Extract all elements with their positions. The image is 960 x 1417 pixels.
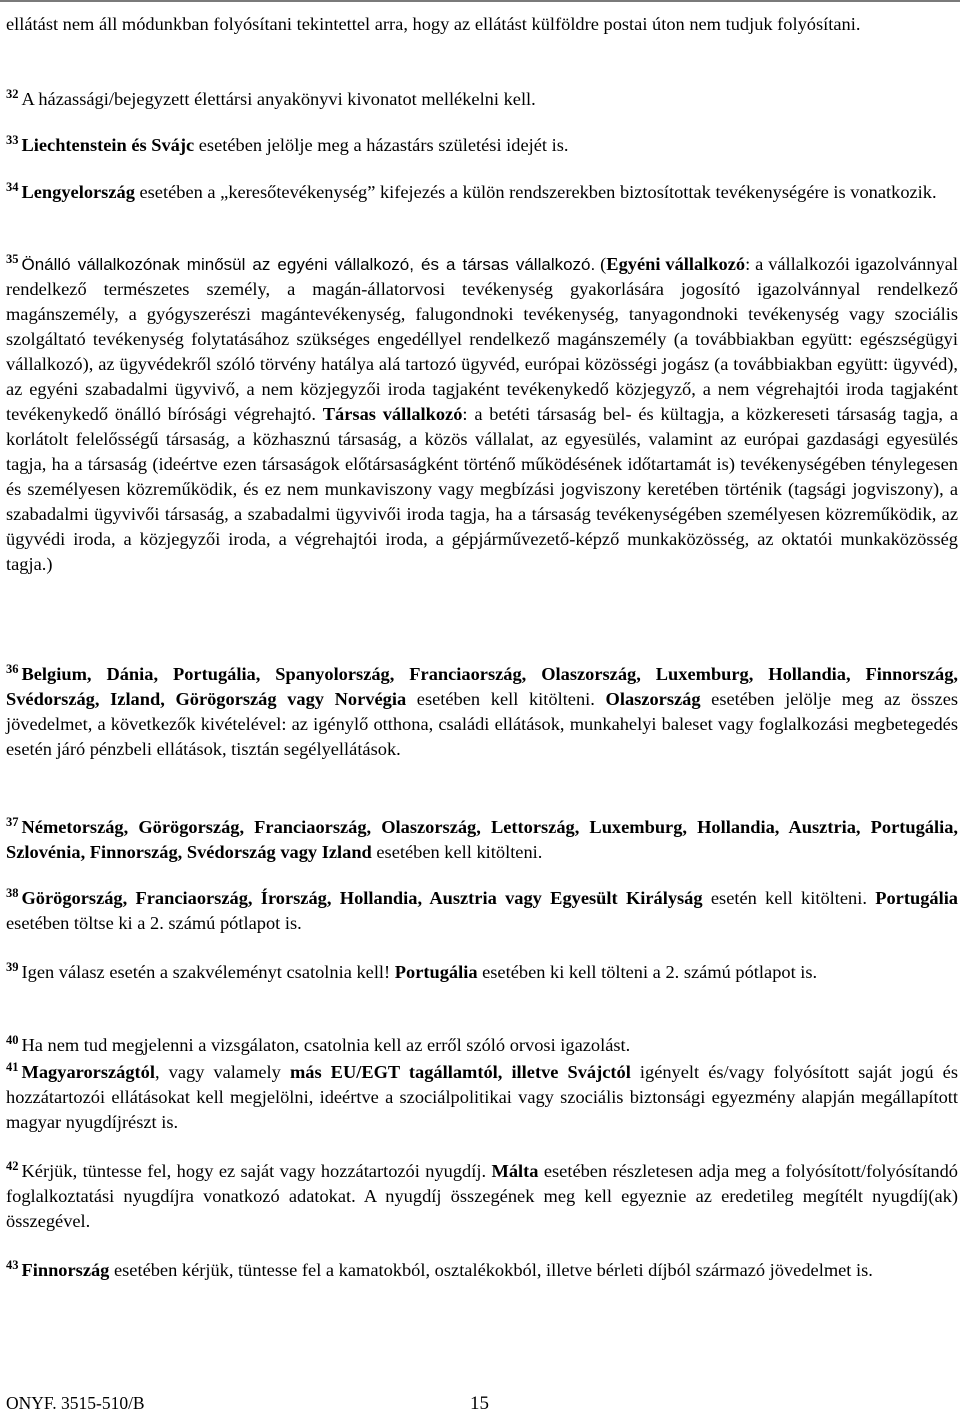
footnote-bold: Liechtenstein és Svájc	[21, 135, 195, 155]
footnote-number: 41	[6, 1060, 19, 1074]
footnote-text: esetében kérjük, tüntesse fel a kamatokból, osztalékokból, illetve bérleti díjból származó jövedelmet is.	[109, 1260, 873, 1280]
footnote-33	[6, 133, 958, 158]
continuation-text: ellátást nem áll módunkban folyósítani tekintettel arra, hogy az ellátást külföldre postai úton nem tudjuk folyósítani.	[6, 14, 861, 34]
footnote-text: esetében jelölje meg az összes jövedelmet, a következők kivételével: az igénylő otthona, családi ellátások, munkahelyi baleset vagy foglalkozási megbetegedés esetén járó pénzbeli ellátások, tisztán segélyellátások.	[6, 689, 959, 759]
footnote-bold: Málta	[491, 1161, 539, 1181]
footnote-number: 38	[6, 886, 19, 900]
footnote-text: esetében a „keresőtevékenység” kifejezés a külön rendszerekben biztosítottak tevékenységére is vonatkozik.	[134, 182, 937, 202]
footnote-text: : a vállalkozói igazolvánnyal rendelkező természetes személy, a magán-állatorvosi tevékenység gyakorlására jogosító igazolvánnyal rendelkező magánszemély, a gyógyszerészi magántevékenység, falugondnoki tevékenység, tanyagondnoki tevékenység vagy szociális szolgáltató tevékenység folytatásához szükséges engedéllyel rendelkező magánszemély (a továbbiakban együtt: egészségügyi vállalkozó), az ügyvédekről szóló törvény hatálya alá tartozó ügyvéd, európai közösségi jogász (a továbbiakban együtt: ügyvéd), az egyéni szabadalmi ügyvivő, a nem közjegyzői iroda tagjaként tevékenykedő közjegyző, a nem végrehajtói iroda tagjaként tevékenykedő önálló bírósági végrehajtó.	[6, 254, 958, 424]
footnote-37	[6, 815, 958, 865]
footnote-text: esetében kell kitölteni.	[371, 842, 543, 862]
footnote-32	[6, 87, 958, 112]
top-rule	[0, 0, 960, 2]
footnote-text: (	[595, 254, 607, 274]
footnote-42	[6, 1159, 958, 1234]
footnote-41	[6, 1060, 958, 1135]
footnote-bold: Magyarországtól	[21, 1062, 155, 1082]
footnote-number: 42	[6, 1159, 19, 1173]
footnote-36	[6, 662, 958, 762]
form-identifier: ONYF. 3515-510/B	[6, 1393, 145, 1413]
footnote-text: Igen válasz esetén a szakvéleményt csatolnia kell!	[21, 962, 395, 982]
footnote-number: 35	[6, 252, 19, 266]
footnote-bold: Görögország, Franciaország, Írország, Hollandia, Ausztria vagy Egyesült Királyság	[21, 888, 703, 908]
footnote-text: , vagy valamely	[154, 1062, 290, 1082]
footnote-34	[6, 180, 958, 205]
footnote-bold: Olaszország	[605, 689, 701, 709]
footnote-text: esetében kell kitölteni.	[406, 689, 606, 709]
footnote-bold: Lengyelország	[21, 182, 135, 202]
footnote-number: 43	[6, 1258, 19, 1272]
footnote-number: 39	[6, 960, 19, 974]
footnote-bold: Finnország	[21, 1260, 110, 1280]
footnote-text: esetében jelölje meg a házastárs születési idejét is.	[194, 135, 569, 155]
footnote-text: A házassági/bejegyzett élettársi anyakönyvi kivonatot mellékelni kell.	[21, 89, 536, 109]
footnote-number: 32	[6, 87, 19, 101]
footnote-sans-text: Önálló vállalkozónak minősül az egyéni vállalkozó, és a társas vállalkozó.	[21, 255, 596, 274]
footnote-number: 40	[6, 1033, 19, 1047]
page-number: 15	[470, 1393, 489, 1414]
footnote-text: Ha nem tud megjelenni a vizsgálaton, csatolnia kell az erről szóló orvosi igazolást.	[21, 1035, 631, 1055]
footnote-text: Kérjük, tüntesse fel, hogy ez saját vagy hozzátartozói nyugdíj.	[21, 1161, 492, 1181]
footnote-text: esetében részletesen adja meg a folyósított/folyósítandó foglalkoztatási nyugdíjra vonatkozó adatokat. A nyugdíj összegének meg kell egyeznie az eredetileg megítélt nyugdíj(ak) összegével.	[6, 1161, 958, 1231]
footnote-bold: Portugália	[394, 962, 478, 982]
footnote-number: 33	[6, 133, 19, 147]
footnote-39	[6, 960, 958, 985]
footnote-number: 36	[6, 662, 19, 676]
footnote-35	[6, 252, 958, 577]
term-egyeni-vallalkozo: Egyéni vállalkozó	[606, 254, 746, 274]
footnote-38	[6, 886, 958, 936]
term-tarsas-vallalkozo: Társas vállalkozó	[322, 404, 463, 424]
footnote-bold: más EU/EGT tagállamtól, illetve Svájctól	[289, 1062, 631, 1082]
footnote-text: esetén kell kitölteni.	[702, 888, 876, 908]
footnote-43	[6, 1258, 958, 1283]
footnote-text: esetében ki kell tölteni a 2. számú pótlapot is.	[477, 962, 818, 982]
footnote-text: igényelt és/vagy folyósított saját jogú és hozzátartozói ellátásokat kell megjelölni, ideértve a szociálpolitikai vagy szociális biztonsági egyezmény alapján megállapított magyar nyugdíjrészt is.	[6, 1062, 958, 1132]
footnote-number: 37	[6, 815, 19, 829]
footnote-bold: Belgium, Dánia, Portugália, Spanyolország, Franciaország, Olaszország, Luxemburg, Hollandia, Finnország, Svédország, Izland, Görögország vagy Norvégia	[6, 664, 958, 709]
footnote-text: : a betéti társaság bel- és kültagja, a közkereseti társaság tagja, a korlátolt felelősségű társaság, a közhasznú társaság, a közös vállalat, az egyesülés, valamint az európai gazdasági egyesülés tagja, ha a társaság (ideértve ezen társaságok előtársaságként történő működésének időtartamát is) tevékenységében ténylegesen és személyesen közreműködik, és ez nem munkaviszony vagy megbízási jogviszony keretében történik (tagsági jogviszony), a szabadalmi ügyvivői társaság, a szabadalmi ügyvivői iroda tagja, ha a társaság tevékenységében személyesen közreműködik, az ügyvédi iroda, a közjegyzői iroda, a végrehajtói iroda, a gépjárművezető-képző munkaközösség, az oktatói munkaközösség tagja.)	[6, 404, 958, 574]
footnote-bold: Portugália	[875, 888, 958, 908]
footnote-number: 34	[6, 180, 19, 194]
footnote-text: esetében töltse ki a 2. számú pótlapot is.	[6, 913, 302, 933]
footnote-40	[6, 1033, 958, 1058]
footnote-bold: Németország, Görögország, Franciaország, Olaszország, Lettország, Luxemburg, Hollandia, Ausztria, Portugália, Szlovénia, Finnország, Svédország vagy Izland	[6, 817, 958, 862]
